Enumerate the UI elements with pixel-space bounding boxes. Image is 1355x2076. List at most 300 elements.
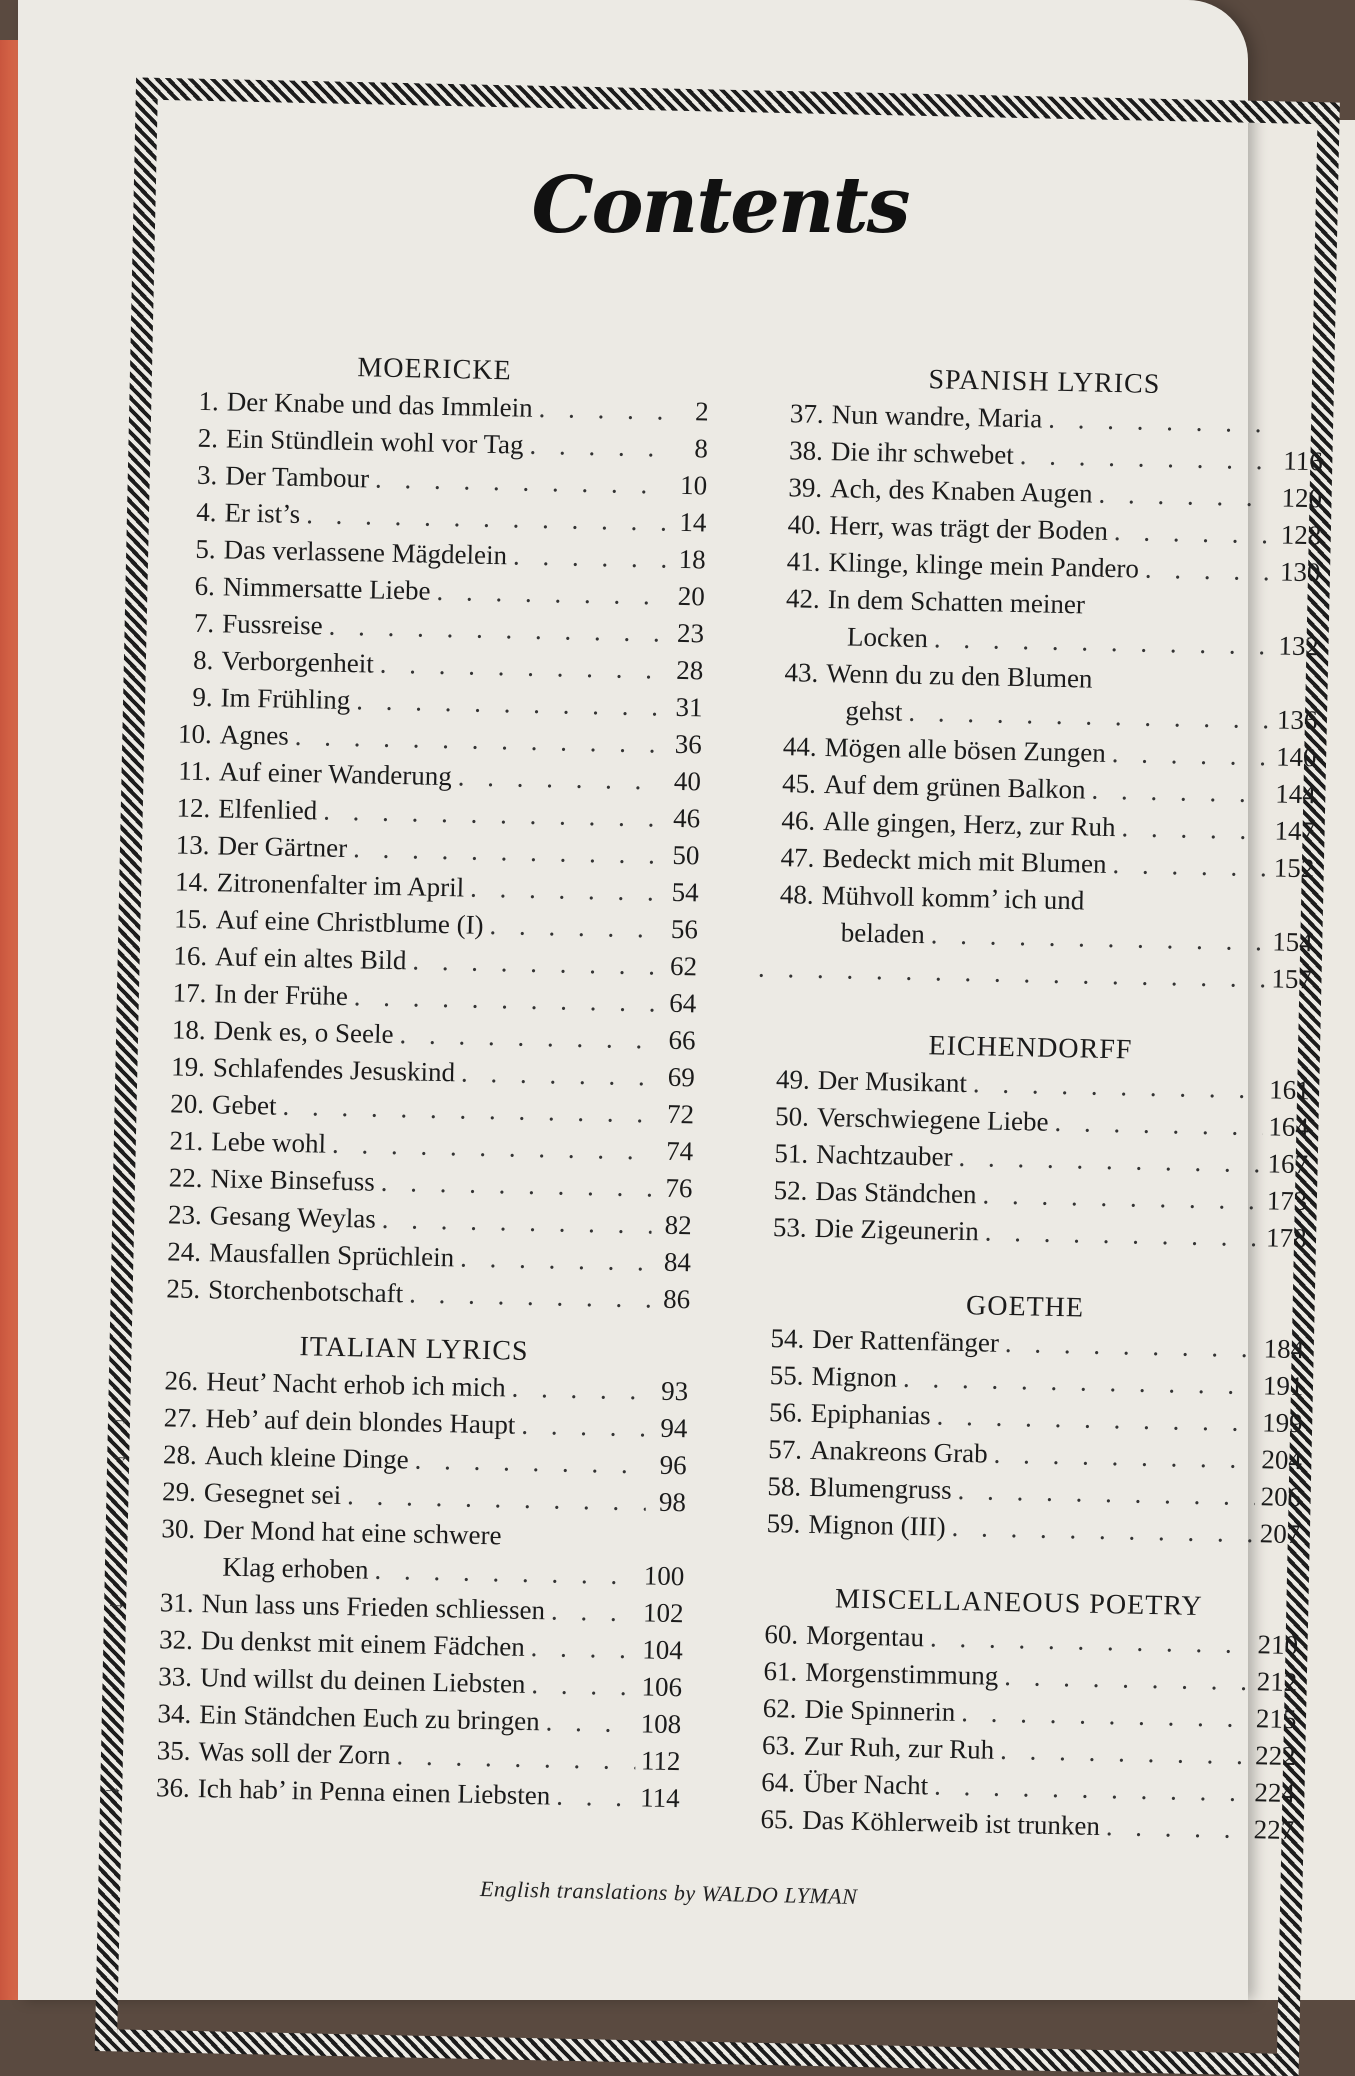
leader-dots: [1112, 846, 1268, 886]
page-number: 14: [679, 506, 707, 538]
entry-title: Der Tambour: [224, 460, 370, 494]
entry-title: Das Ständchen: [815, 1175, 977, 1210]
entry-number-text: 17.: [172, 977, 207, 1009]
entry-number-text: 50.: [774, 1101, 810, 1132]
page-number: 86: [662, 1283, 691, 1315]
entry-title: In der Frühe: [214, 978, 349, 1012]
entry-number-text: 37.: [789, 398, 825, 429]
entry-number: [140, 1270, 201, 1308]
entry-number-text: 29.: [161, 1476, 197, 1508]
entry-number: [740, 1504, 801, 1542]
leader-dots: [1091, 772, 1270, 813]
entry-number: [153, 641, 214, 679]
page-number: 94: [660, 1412, 688, 1444]
leader-dots: [1005, 1325, 1259, 1367]
entry-number-text: 60.: [764, 1618, 799, 1650]
entry-number-text: 25.: [166, 1273, 201, 1305]
entry-title: Der Gärtner: [217, 830, 348, 864]
leader-dots: [461, 1054, 656, 1095]
handwritten-arrow-icon: →: [108, 1441, 132, 1467]
entry-title: Blumengruss: [808, 1471, 953, 1505]
entry-number: [145, 1048, 206, 1086]
entry-number-text: 53.: [772, 1212, 807, 1243]
page-number: 178: [1265, 1222, 1307, 1254]
entry-number: [150, 789, 211, 827]
entry-number: [154, 604, 215, 642]
entry-number-text: 11.: [178, 755, 212, 787]
leader-dots: [399, 1016, 656, 1058]
leader-dots: [374, 1552, 638, 1595]
entry-number: [155, 567, 216, 605]
entry-title: Das verlassene Mägdelein: [223, 534, 508, 571]
entry-title: Der Knabe und das Immlein: [226, 386, 534, 423]
leader-dots: [556, 1778, 635, 1817]
leader-dots: [1004, 1658, 1251, 1700]
entry-title: Verborgenheit: [221, 645, 375, 679]
entry-title: Mausfallen Sprüchlein: [208, 1237, 455, 1273]
page-number: 18: [678, 543, 706, 575]
leader-dots: [489, 907, 658, 948]
entry-title: Anakreons Grab: [809, 1434, 988, 1469]
entry-number: [763, 432, 824, 470]
leader-dots: [1145, 551, 1275, 591]
leader-dots: [409, 1275, 651, 1317]
leader-dots: [353, 978, 656, 1021]
entry-number-text: 14.: [174, 866, 210, 898]
entry-title: Nachtzauber: [815, 1138, 953, 1172]
entry-title: Gebet: [211, 1089, 277, 1121]
entry-number-text: 46.: [781, 805, 816, 836]
entry-number: [156, 493, 217, 531]
entry-number-text: 23.: [167, 1199, 203, 1231]
page-number: 54: [671, 876, 699, 908]
entry-number-text: 57.: [767, 1433, 803, 1465]
translation-credit: English translations by WALDO LYMAN: [479, 1876, 858, 1909]
entry-title: Auf ein altes Bild: [214, 941, 407, 976]
entry-number: [144, 1085, 205, 1123]
entry-title: Morgenstimmung: [805, 1656, 999, 1691]
page-number: 120: [1281, 482, 1323, 514]
section-heading: EICHENDORFF: [928, 1030, 1133, 1066]
entry-number: [760, 543, 821, 581]
page-number: 132: [1278, 630, 1320, 662]
handwritten-arrow-icon: →: [105, 1589, 128, 1615]
entry-number: [108, 1436, 198, 1474]
leader-dots: [951, 1509, 1254, 1552]
entry-title: Mühvoll komm’ ich und: [821, 879, 1085, 916]
leader-dots: [973, 1065, 1264, 1108]
entry-title: Mögen alle bösen Zungen: [824, 732, 1107, 768]
entry-number: [763, 395, 824, 433]
entry-title: Die ihr schwebet: [830, 436, 1015, 470]
entry-number-text: 31.: [159, 1587, 194, 1618]
entry-number-text: 26.: [164, 1365, 199, 1397]
leader-dots: [375, 461, 668, 504]
entry-title: Auch kleine Dinge: [204, 1440, 409, 1475]
page-number: 167: [1267, 1148, 1309, 1180]
page-number: 104: [641, 1634, 684, 1666]
entry-number-text: 51.: [774, 1138, 809, 1169]
page-number: 62: [669, 950, 698, 982]
entry-number: [742, 1393, 803, 1431]
leader-dots: [531, 1666, 636, 1705]
leader-dots: [538, 390, 669, 430]
entry-number-text: 9.: [192, 681, 213, 713]
entry-number-text: 24.: [166, 1236, 202, 1268]
entry-number: [744, 1319, 805, 1357]
entry-number: [742, 1430, 803, 1468]
entry-number: [747, 1171, 808, 1209]
entry-number-text: 63.: [761, 1729, 797, 1761]
page-number: 72: [666, 1098, 695, 1130]
leader-dots: [982, 1176, 1261, 1219]
entry-number-text: 58.: [767, 1470, 802, 1502]
page-number: 23: [676, 617, 705, 649]
page-number: 98: [658, 1486, 687, 1518]
entry-number-text: 3.: [196, 459, 218, 491]
entry-title: Und willst du deinen Liebsten: [199, 1662, 526, 1699]
page-number: 76: [665, 1172, 693, 1204]
entry-number-text: 2.: [197, 422, 219, 454]
entry-number-text: 56.: [768, 1396, 804, 1428]
page-number: 46: [672, 802, 701, 834]
leader-dots: [984, 1213, 1260, 1256]
leader-dots: [511, 1370, 648, 1410]
entry-number-text: 18.: [171, 1014, 206, 1046]
entry-number: [756, 765, 817, 803]
entry-title: Lebe wohl: [211, 1126, 327, 1159]
page-number: 102: [642, 1597, 684, 1629]
section-heading: ITALIAN LYRICS: [299, 1331, 529, 1367]
entry-number-text: 55.: [769, 1360, 804, 1391]
page-number: 173: [1266, 1185, 1308, 1217]
entry-number-text: 38.: [788, 435, 824, 466]
entry-title: Die Zigeunerin: [814, 1212, 980, 1247]
contents-list: [101, 345, 1339, 1929]
leader-dots: [1121, 809, 1269, 849]
entry-number: [158, 382, 219, 420]
entry-number-text: 35.: [156, 1735, 191, 1766]
entry-number-text: 5.: [195, 533, 217, 565]
leader-dots: [353, 830, 660, 873]
leader-dots: [460, 1239, 652, 1280]
page-number: 161: [1268, 1074, 1310, 1106]
entry-number-text: 6.: [194, 570, 216, 602]
leader-dots: [347, 1477, 647, 1520]
entry-number-text: 34.: [157, 1698, 192, 1729]
entry-title: Ach, des Knaben Augen: [829, 473, 1093, 509]
leader-dots: [412, 942, 658, 984]
entry-number-text: 48.: [779, 879, 814, 910]
entry-title: Der Musikant: [817, 1064, 968, 1099]
entry-number: [101, 1769, 191, 1807]
entry-number-text: 33.: [158, 1661, 193, 1692]
entry-title: Agnes: [219, 719, 290, 751]
page-number: [1289, 433, 1323, 434]
entry-number-text: 47.: [780, 842, 815, 873]
entry-number-text: 42.: [785, 583, 821, 614]
entry-number: [749, 1098, 810, 1136]
entry-number: [736, 1689, 797, 1727]
entry-number: [145, 1011, 206, 1049]
entry-number-text: 28.: [162, 1439, 198, 1471]
entry-title: Klinge, klinge mein Pandero: [828, 547, 1140, 584]
entry-number: [748, 1134, 809, 1172]
entry-title: Storchenbotschaft: [207, 1274, 404, 1309]
entry-title: Mignon (III): [808, 1508, 946, 1542]
entry-title: Du denkst mit einem Fädchen: [200, 1625, 526, 1662]
entry-number-text: 30.: [161, 1513, 196, 1544]
page-number: 66: [668, 1024, 696, 1056]
entry-number-text: 13.: [175, 829, 210, 861]
entry-number: [741, 1467, 802, 1505]
page-number: 84: [663, 1246, 692, 1278]
page-number: 207: [1259, 1518, 1301, 1550]
entry-number: [746, 1208, 807, 1246]
entry-number: [761, 506, 822, 544]
entry-title: Schlafendes Jesuskind: [212, 1052, 456, 1088]
page-number: 82: [664, 1209, 692, 1241]
leader-dots: [328, 608, 664, 652]
entry-number: [105, 1584, 194, 1622]
entry-number: [758, 654, 819, 692]
leader-dots: [1105, 1808, 1248, 1848]
entry-number: [146, 974, 207, 1012]
entry-number-text: 41.: [786, 546, 821, 577]
entry-title: Heut’ Nacht erhob ich mich: [205, 1366, 506, 1403]
entry-number: [131, 1695, 192, 1733]
entry-title: Im Frühling: [220, 682, 351, 716]
entry-number-text: 21.: [169, 1125, 204, 1157]
page-number: 140: [1275, 741, 1317, 773]
entry-number-text: 8.: [192, 644, 214, 676]
right-column: [734, 358, 1325, 1849]
page-number: 114: [639, 1782, 680, 1814]
handwritten-arrow-icon: →: [109, 1404, 132, 1430]
entry-title: Nun wandre, Maria: [831, 399, 1043, 434]
page-number: 147: [1274, 815, 1316, 847]
entry-number-text: 61.: [763, 1655, 798, 1687]
leader-dots: [530, 1629, 636, 1668]
entry-number: [735, 1763, 796, 1801]
page-number: 100: [643, 1560, 685, 1592]
page-number: 227: [1253, 1814, 1295, 1846]
page-number: 212: [1256, 1666, 1298, 1698]
page-number: 8: [694, 433, 709, 464]
entry-number: [109, 1399, 198, 1437]
page-number: 74: [665, 1135, 694, 1167]
page-number: 64: [669, 987, 697, 1019]
entry-number: [738, 1615, 799, 1653]
entry-number-text: 54.: [770, 1323, 805, 1354]
leader-dots: [414, 1442, 647, 1484]
leader-dots: [993, 1436, 1256, 1478]
entry-title: Alle gingen, Herz, zur Ruh: [822, 805, 1116, 843]
entry-number-text: 43.: [784, 657, 819, 688]
page-number: 50: [672, 839, 700, 871]
entry-number: [762, 469, 823, 507]
section-heading: MOERICKE: [357, 352, 512, 387]
entry-number-text: 40.: [787, 509, 822, 540]
page-number: 20: [677, 580, 706, 612]
page-number: 106: [641, 1671, 683, 1703]
entry-title: Auf eine Christblume (I): [215, 904, 484, 940]
leader-dots: [957, 1472, 1255, 1515]
entry-title: Zitronenfalter im April: [216, 867, 465, 903]
leader-dots: [1054, 1104, 1263, 1145]
entry-title: Mignon: [811, 1360, 898, 1393]
entry-number-text: 45.: [781, 768, 817, 799]
entry-number: [147, 937, 208, 975]
entry-title: Gesang Weylas: [209, 1200, 377, 1234]
entry-number-text: 36.: [155, 1772, 191, 1803]
entry-number: [754, 839, 815, 877]
entry-number-text: 52.: [773, 1175, 808, 1206]
page-number: 144: [1275, 778, 1317, 810]
leader-dots: [380, 1164, 652, 1207]
entry-number-text: 10.: [177, 718, 213, 750]
entry-title-continued: Klag erhoben: [222, 1551, 369, 1585]
page-number: 154: [1271, 926, 1314, 958]
page-title: Contents: [531, 160, 909, 251]
leader-dots: [379, 646, 663, 689]
entry-number: [136, 1473, 197, 1511]
entry-title: Wenn du zu den Blumen: [825, 658, 1093, 694]
entry-number: [755, 802, 816, 840]
entry-number: [158, 419, 219, 457]
leader-dots: [1048, 401, 1284, 443]
page-number: 40: [673, 765, 702, 797]
leader-dots: [961, 1694, 1250, 1737]
leader-dots: [470, 870, 659, 911]
entry-title: Bedeckt mich mit Blumen: [822, 842, 1107, 879]
entry-number: [142, 1159, 203, 1197]
leader-dots: [529, 427, 668, 467]
entry-title: Der Rattenfänger: [812, 1323, 1000, 1358]
entry-title: Epiphanias: [810, 1397, 932, 1431]
leader-dots: [1019, 437, 1277, 479]
entry-title: Morgentau: [805, 1619, 925, 1653]
entry-number: [149, 826, 210, 864]
page-number: 69: [667, 1061, 696, 1093]
page-number: 204: [1261, 1444, 1303, 1476]
entry-number-text: 49.: [775, 1064, 811, 1095]
page-number: 157: [1271, 963, 1313, 995]
leader-dots: [521, 1407, 648, 1447]
entry-number: [148, 863, 209, 901]
page-number: 10: [679, 469, 708, 501]
left-column: [101, 345, 710, 1817]
entry-number-text: 32.: [158, 1624, 194, 1655]
entry-number: [143, 1122, 204, 1160]
entry-number: [141, 1233, 202, 1271]
entry-number-text: 22.: [168, 1162, 203, 1194]
entry-number-text: 12.: [176, 792, 211, 824]
entry-number: [743, 1356, 804, 1394]
page-number: 93: [660, 1375, 689, 1407]
page-number: 36: [674, 728, 703, 760]
entry-number-text: 65.: [760, 1803, 795, 1835]
entry-title-continued: beladen: [840, 917, 926, 950]
section-heading: GOETHE: [965, 1290, 1085, 1324]
leader-dots: [457, 758, 661, 799]
page-number: 222: [1254, 1740, 1297, 1772]
entry-title: Auf dem grünen Balkon: [823, 769, 1086, 805]
page-number: 112: [640, 1745, 681, 1777]
entry-title: Herr, was trägt der Boden: [829, 510, 1109, 546]
page-number: 2: [694, 396, 710, 427]
leader-dots: [551, 1592, 638, 1631]
section-heading: SPANISH LYRICS: [928, 364, 1161, 400]
entry-number-text: 39.: [788, 472, 823, 503]
entry-title: Elfenlied: [217, 793, 318, 826]
entry-number: [141, 1196, 202, 1234]
page-number: 152: [1273, 852, 1315, 884]
entry-number: [753, 876, 814, 914]
entry-number: [152, 678, 213, 716]
entry-number-text: 59.: [766, 1507, 801, 1539]
entry-title: Der Mond hat eine schwere: [202, 1514, 502, 1551]
leader-dots: [1098, 476, 1276, 517]
page-number: 210: [1257, 1629, 1299, 1661]
leader-dots: [381, 1201, 652, 1244]
page-number: 215: [1255, 1703, 1297, 1735]
page-number: 28: [675, 654, 704, 686]
page-number: 130: [1279, 556, 1321, 588]
page-number: 191: [1262, 1370, 1304, 1402]
page-number: 199: [1261, 1407, 1303, 1439]
entry-title-continued: gehst: [845, 695, 903, 727]
entry-title: Was soll der Zorn: [198, 1736, 391, 1771]
entry-number-text: 27.: [163, 1402, 198, 1434]
entry-number: [132, 1658, 193, 1696]
entry-number: [734, 1800, 795, 1838]
page-number: 96: [659, 1449, 687, 1481]
entry-number-text: 20.: [170, 1088, 205, 1120]
entry-title: Fussreise: [221, 608, 323, 641]
entry-number: [756, 728, 817, 766]
entry-title: Gesegnet sei: [203, 1477, 342, 1511]
page-number: 128: [1280, 519, 1322, 551]
entry-title: Ich hab’ in Penna einen Liebsten: [197, 1773, 551, 1811]
entry-number-text: 44.: [782, 731, 818, 762]
entry-title: Zur Ruh, zur Ruh: [803, 1730, 995, 1765]
entry-number: [157, 456, 218, 494]
leader-dots: [958, 1139, 1262, 1182]
entry-number: [759, 580, 820, 618]
entry-number: [133, 1621, 194, 1659]
entry-number-text: 4.: [195, 496, 217, 528]
entry-title: Denk es, o Seele: [213, 1015, 394, 1050]
entry-number: [135, 1510, 196, 1548]
page-number: 136: [1276, 704, 1318, 736]
page-number: 116: [1283, 445, 1324, 477]
entry-number-text: 7.: [193, 607, 215, 639]
entry-title: Heb’ auf dein blondes Haupt: [205, 1403, 516, 1440]
entry-title: Ein Stündlein wohl vor Tag: [225, 423, 524, 460]
page-number: 206: [1260, 1481, 1302, 1513]
leader-dots: [356, 682, 663, 725]
entry-number-text: 19.: [170, 1051, 206, 1083]
entry-number-text: 62.: [762, 1692, 797, 1724]
entry-title: Er ist’s: [224, 497, 301, 529]
entry-number: [148, 900, 209, 938]
entry-title: Auf einer Wanderung: [218, 756, 453, 792]
leader-dots: [545, 1703, 635, 1742]
leader-dots: [513, 537, 666, 577]
entry-number: [749, 1061, 810, 1099]
entry-number: [735, 1726, 796, 1764]
